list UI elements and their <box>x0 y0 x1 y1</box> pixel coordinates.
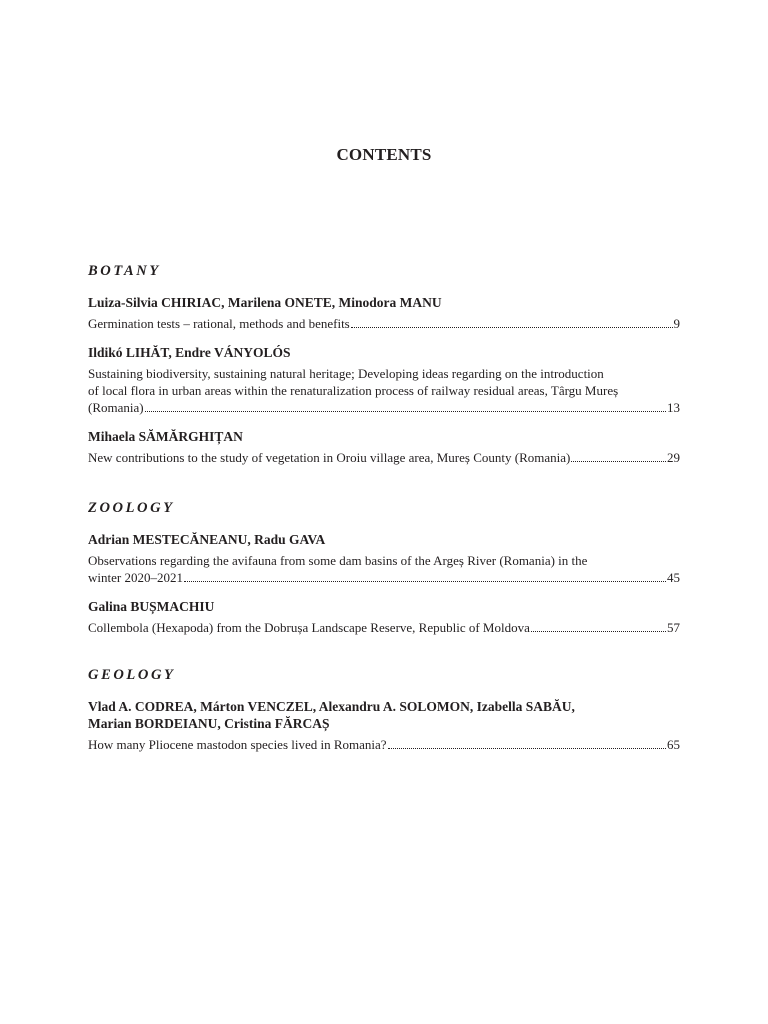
toc-entry[interactable] <box>88 531 680 586</box>
page-number: 13 <box>667 400 680 415</box>
page-number: 29 <box>667 450 680 465</box>
dot-leader <box>531 631 666 632</box>
entry-title-row <box>88 619 680 636</box>
entry-authors: Galina BUȘMACHIU <box>88 599 215 614</box>
entry-authors: Mihaela SĂMĂRGHIȚAN <box>88 429 243 444</box>
section-heading: GEOLOGY <box>88 667 176 683</box>
toc-entry[interactable] <box>88 428 680 466</box>
entry-title: How many Pliocene mastodon species lived in Romania? <box>88 737 387 752</box>
toc-entry[interactable] <box>88 294 680 332</box>
entry-title: New contributions to the study of vegetation in Oroiu village area, Mureș County (Romania) <box>88 450 571 465</box>
entry-title-line <box>88 552 680 569</box>
entry-title: Collembola (Hexapoda) from the Dobrușa Landscape Reserve, Republic of Moldova <box>88 620 530 635</box>
page-number: 45 <box>667 570 680 585</box>
page-number: 57 <box>667 620 680 635</box>
entry-title-line-text: Sustaining biodiversity, sustaining natural heritage; Developing ideas regarding on the introduction <box>88 366 604 381</box>
entry-title-row <box>88 569 680 586</box>
entry-title-row <box>88 449 680 466</box>
entry-authors: Adrian MESTECĂNEANU, Radu GAVA <box>88 532 326 547</box>
entry-title-row <box>88 399 680 416</box>
dot-leader <box>571 461 666 462</box>
entry-title-row <box>88 315 680 332</box>
entry-title: winter 2020–2021 <box>88 570 183 585</box>
entry-title-line <box>88 382 680 399</box>
entry-title-line-text: of local flora in urban areas within the renaturalization process of railway residual areas, Târgu Mureș <box>88 383 619 398</box>
toc-entry[interactable] <box>88 698 680 753</box>
dot-leader <box>351 327 673 328</box>
section-heading: BOTANY <box>88 263 161 279</box>
entry-title: (Romania) <box>88 400 144 415</box>
section-heading: ZOOLOGY <box>88 500 175 516</box>
entry-authors: Vlad A. CODREA, Márton VENCZEL, Alexandru A. SOLOMON, Izabella SABĂU, <box>88 699 575 714</box>
entry-authors: Marian BORDEIANU, Cristina FĂRCAȘ <box>88 716 330 731</box>
page-number: 65 <box>667 737 680 752</box>
page-number: 9 <box>673 316 680 331</box>
entry-title-line-text: Observations regarding the avifauna from some dam basins of the Argeș River (Romania) in the <box>88 553 588 568</box>
dot-leader <box>145 411 666 412</box>
section-zoology <box>88 500 680 648</box>
dot-leader <box>184 581 666 582</box>
entry-title-line <box>88 365 680 382</box>
page-title: CONTENTS <box>336 145 432 164</box>
entry-title-row <box>88 736 680 753</box>
toc-entry[interactable] <box>88 344 680 416</box>
toc-entry[interactable] <box>88 598 680 636</box>
entry-authors: Luiza-Silvia CHIRIAC, Marilena ONETE, Minodora MANU <box>88 295 442 310</box>
entry-title: Germination tests – rational, methods and benefits <box>88 316 350 331</box>
section-geology <box>88 667 680 765</box>
section-botany <box>88 263 680 478</box>
entry-authors: Ildikó LIHĂT, Endre VÁNYOLÓS <box>88 345 291 360</box>
dot-leader <box>388 748 666 749</box>
